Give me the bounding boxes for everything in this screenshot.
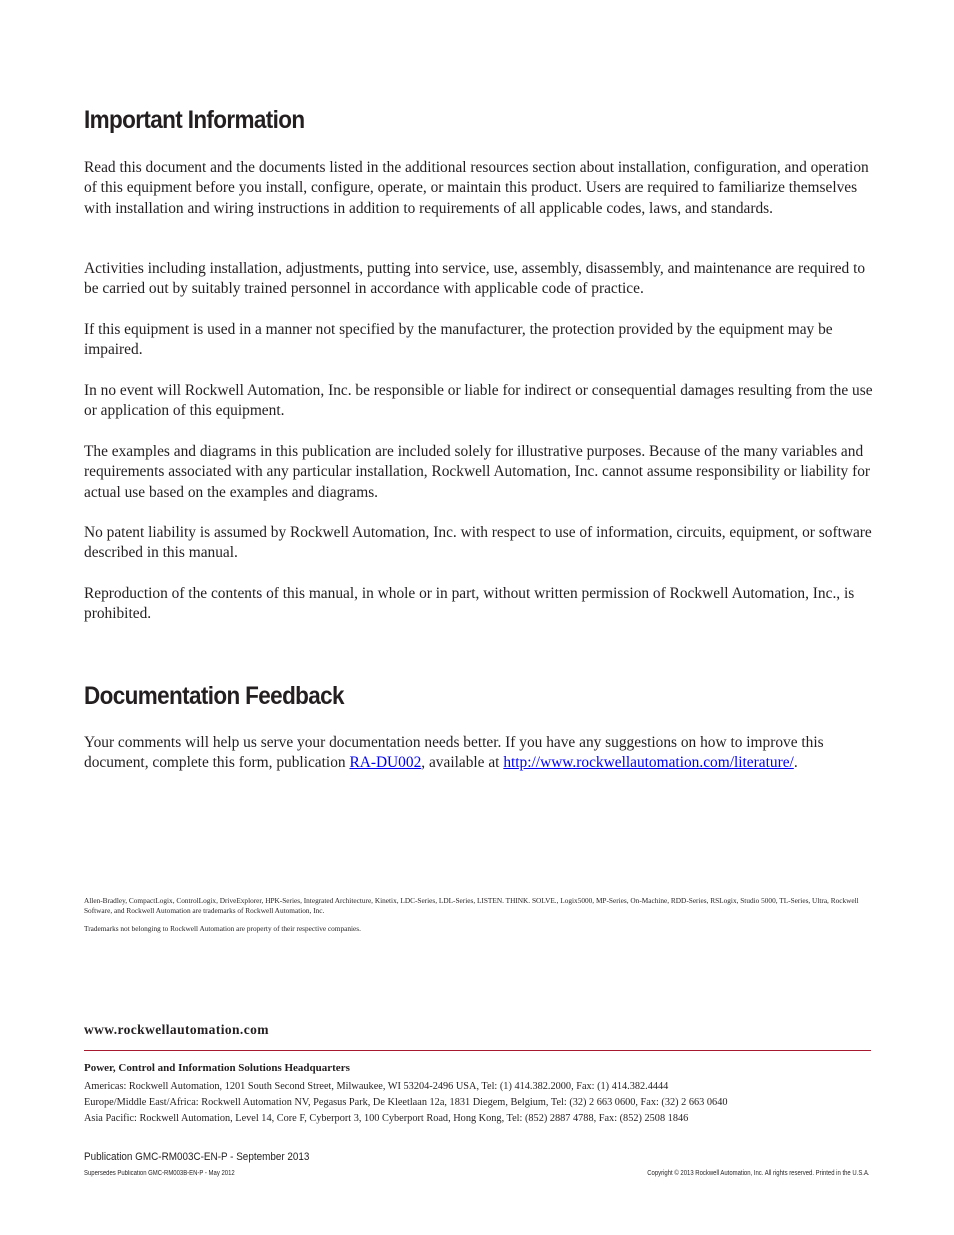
documentation-feedback-heading: Documentation Feedback [84, 682, 344, 710]
important-information-heading: Important Information [84, 106, 305, 134]
headquarters-title: Power, Control and Information Solutions Headquarters [84, 1062, 350, 1074]
asia-address: Asia Pacific: Rockwell Automation, Level 14, Core F, Cyberport 3, 100 Cyberport Road, Hong Kong, Tel: (852) 2887 4788, Fax: (852) 2508 1846 [84, 1113, 689, 1124]
publication-number: Publication GMC-RM003C-EN-P - September 2013 [84, 1151, 310, 1163]
europe-address: Europe/Middle East/Africa: Rockwell Automation NV, Pegasus Park, De Kleetlaan 12a, 1831 Diegem, Belgium, Tel: (32) 2 663 0600, Fax: (32) 2 663 0640 [84, 1097, 728, 1108]
americas-address: Americas: Rockwell Automation, 1201 South Second Street, Milwaukee, WI 53204-2496 USA, Tel: (1) 414.382.2000, Fax: (1) 414.382.4444 [84, 1081, 669, 1092]
trademarks-notice: Trademarks not belonging to Rockwell Automation are property of their respective companies. [84, 924, 361, 933]
important-paragraph-2: Activities including installation, adjustments, putting into service, use, assembly, disassembly, and maintenance are required to be carried out by suitably trained personnel in accordance with applicable code of practice. [84, 260, 866, 298]
feedback-text-after: . [793, 754, 798, 772]
copyright-notice: Copyright © 2013 Rockwell Automation, Inc. All rights reserved. Printed in the U.S.A. [647, 1170, 870, 1177]
ra-du002-link[interactable]: RA-DU002 [349, 754, 422, 772]
supersedes-note: Supersedes Publication GMC-RM003B-EN-P - May 2012 [84, 1170, 235, 1177]
important-paragraph-3: If this equipment is used in a manner not specified by the manufacturer, the protection provided by the equipment may be impaired. [84, 321, 833, 359]
important-paragraph-5: The examples and diagrams in this publication are included solely for illustrative purposes. Because of the many variables and requirements associated with any particular installation, Rockwell Automation, Inc. cannot assume responsibility or liability for actual use based on the examples and diagrams. [84, 443, 871, 501]
literature-url-link[interactable]: http://www.rockwellautomation.com/literature/ [503, 754, 794, 772]
feedback-text-middle: , available at [421, 754, 504, 772]
important-paragraph-6: No patent liability is assumed by Rockwell Automation, Inc. with respect to use of information, circuits, equipment, or software described in this manual. [84, 524, 872, 562]
important-paragraph-1: Read this document and the documents listed in the additional resources section about installation, configuration, and operation of this equipment before you install, configure, operate, or maintain this product. Users are required to familiarize themselves with installation and wiring instructions in addition to requirements of all applicable codes, laws, and standards. [84, 159, 869, 217]
trademarks-list: Allen-Bradley, CompactLogix, ControlLogix, DriveExplorer, HPK-Series, Integrated Architecture, Kinetix, LDC-Series, LDL-Series, LISTEN. THINK. SOLVE., Logix5000, MP-Series, On-Machine, RDD-Series, RSLogix, Studio 5000, TL-Series, Ultra, Rockwell Software, and Rockwell Automation are trademarks of Rockwell Automation, Inc. [84, 896, 859, 915]
important-paragraph-7: Reproduction of the contents of this manual, in whole or in part, without written permission of Rockwell Automation, Inc., is prohibited. [84, 585, 855, 623]
important-paragraph-4: In no event will Rockwell Automation, Inc. be responsible or liable for indirect or consequential damages resulting from the use or application of this equipment. [84, 382, 873, 420]
feedback-text-before: Your comments will help us serve your documentation needs better. If you have any suggestions on how to improve this document, complete this form, publication [84, 734, 824, 772]
website-url[interactable]: www.rockwellautomation.com [84, 1022, 269, 1037]
feedback-paragraph [84, 733, 874, 774]
footer-divider [84, 1050, 871, 1051]
